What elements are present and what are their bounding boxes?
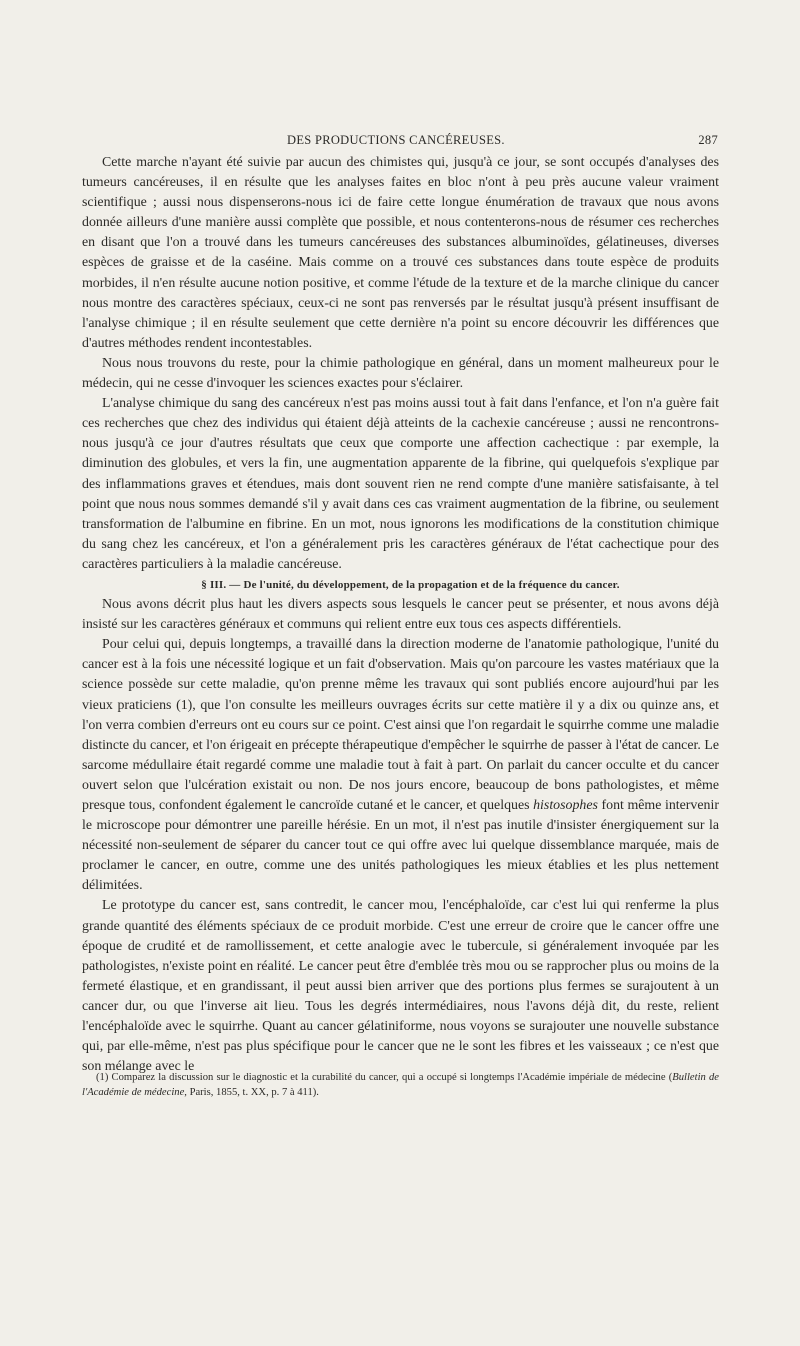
footnote bbox=[82, 1070, 719, 1100]
paragraph: Cette marche n'ayant été suivie par aucun des chimistes qui, jusqu'à ce jour, se sont occupés d'analyses des tumeurs cancéreuses, il en résulte que les analyses faites en bloc n'ont à peu près aucune valeur vraiment scientifique ; aussi nous dispenserons-nous ici de faire cette longue énumération de travaux que nous avons donnée ailleurs d'une manière aussi complète que possible, et nous contenterons-nous de résumer ces recherches en disant que l'on a trouvé dans les tumeurs cancéreuses des substances albuminoïdes, gélatineuses, diverses espèces de graisse et de la caséine. Mais comme on a trouvé ces substances dans toute espèce de produits morbides, il n'en résulte aucune notion positive, et comme l'étude de la texture et de la marche clinique du cancer nous montre des caractères spéciaux, ceux-ci ne sont pas renversés par le résultat jusqu'à présent insuffisant de l'analyse chimique ; il en résulte seulement que cette dernière n'a point su encore découvrir les différences que d'autres méthodes rendent incontestables. bbox=[82, 155, 719, 351]
paragraph: Nous avons décrit plus haut les divers aspects sous lesquels le cancer peut se présenter, et nous avons déjà insisté sur les caractères généraux et communs qui relient entre eux tous ces aspects différentiels. bbox=[82, 597, 719, 633]
main-text bbox=[82, 153, 719, 1077]
footnote-text: (1) Comparez la discussion sur le diagnostic et la curabilité du cancer, qui a occupé si longtemps l'Académie impériale de médecine ( bbox=[96, 1072, 673, 1083]
footnote-text-end: , Paris, 1855, t. XX, p. 7 à 411). bbox=[184, 1087, 319, 1098]
page-number: 287 bbox=[698, 133, 718, 147]
running-title: DES PRODUCTIONS CANCÉREUSES. bbox=[287, 133, 505, 147]
footnote-citation: Bulletin de l'Académie de médecine bbox=[82, 1072, 720, 1098]
paragraph: Le prototype du cancer est, sans contredit, le cancer mou, l'encéphaloïde, car c'est lui qui renferme la plus grande quantité des éléments spéciaux de ce produit morbide. C'est une erreur de croire que le cancer offre une époque de crudité et de ramollissement, et cette analogie avec le tubercule, si généralement invoquée par les pathologistes, n'existe point en réalité. Le cancer peut être d'emblée très mou ou se rapprocher plus ou moins de la fermeté élastique, et en grandissant, il peut aussi bien arriver que des portions plus fermes se surajoutent à un cancer dur, ou que l'inverse ait lieu. Tous les degrés intermédiaires, nous l'avons déjà dit, du reste, relient l'encéphaloïde avec le squirrhe. Quant au cancer gélatiniforme, nous voyons se surajouter une nouvelle substance qui, par elle-même, n'est pas plus spécifique pour le cancer que ne le sont les fibres et les vaisseaux ; ce n'est que son mélange avec le bbox=[82, 898, 719, 1075]
paragraph bbox=[82, 635, 719, 896]
italic-term: histosophes bbox=[533, 798, 598, 813]
section-title: § III. — De l'unité, du développement, de la propagation et de la fréquence du cancer. bbox=[201, 578, 620, 591]
paragraph: Nous nous trouvons du reste, pour la chimie pathologique en général, dans un moment malheureux pour le médecin, qui ne cesse d'invoquer les sciences exactes pour s'éclairer. bbox=[82, 355, 719, 392]
paragraph: L'analyse chimique du sang des cancéreux n'est pas moins aussi tout à fait dans l'enfance, et l'on n'a guère fait ces recherches que chez des individus qui étaient déjà atteints de la cachexie cancéreuse ; aussi ne rencontrons-nous jusqu'à ce jour d'autres résultats que ceux que comporte une affection cachectique : par exemple, la diminution des globules, et vers la fin, une augmentation apparente de la fibrine, qui quelquefois s'explique par des inflammations graves et étendues, mais dont souvent rien ne rend compte d'une manière satisfaisante, à tel point que nous nous sommes demandé s'il y avait dans ces cas vraiment augmentation de la fibrine, ou seulement transformation de l'albumine en fibrine. En un mot, nous ignorons les modifications de la constitution chimique du sang chez les cancéreux, et l'on a généralement pris les caractères généraux de l'état cachectique pour des caractères particuliers à la maladie cancéreuse. bbox=[82, 396, 719, 572]
paragraph-continuation: font même intervenir le microscope pour démontrer une pareille hérésie. En un mot, il n'est pas inutile d'insister énergiquement sur la nécessité non-seulement de séparer du cancer tout ce qui offre avec lui quelque dissemblance marquée, mais de proclamer le cancer, en outre, comme une des unités pathologiques les mieux établies et les plus nettement délimitées. bbox=[82, 798, 719, 894]
paragraph-text: Pour celui qui, depuis longtemps, a travaillé dans la direction moderne de l'anatomie pathologique, l'unité du cancer est à la fois une nécessité logique et un fait d'observation. Mais qu'on parcoure les vastes matériaux que la science possède sur cette maladie, qu'on prenne même les travaux qui sont publiés encore aujourd'hui par les vieux praticiens (1), que l'on consulte les meilleurs ouvrages écrits sur cette matière il y a dix ou quinze ans, et l'on verra combien d'erreurs ont eu cours sur ce point. C'est ainsi que l'on regardait le squirrhe comme une maladie distincte du cancer, et l'on érigeait en précepte thérapeutique d'empêcher le squirrhe de passer à l'état de cancer. Le sarcome médullaire était regardé comme une maladie tout à fait à part. On parlait du cancer occulte et du cancer ouvert selon que l'ulcération existait ou non. De nos jours encore, beaucoup de bons pathologistes, et même presque tous, confondent également le cancroïde cutané et le cancer, et quelques bbox=[82, 637, 719, 813]
